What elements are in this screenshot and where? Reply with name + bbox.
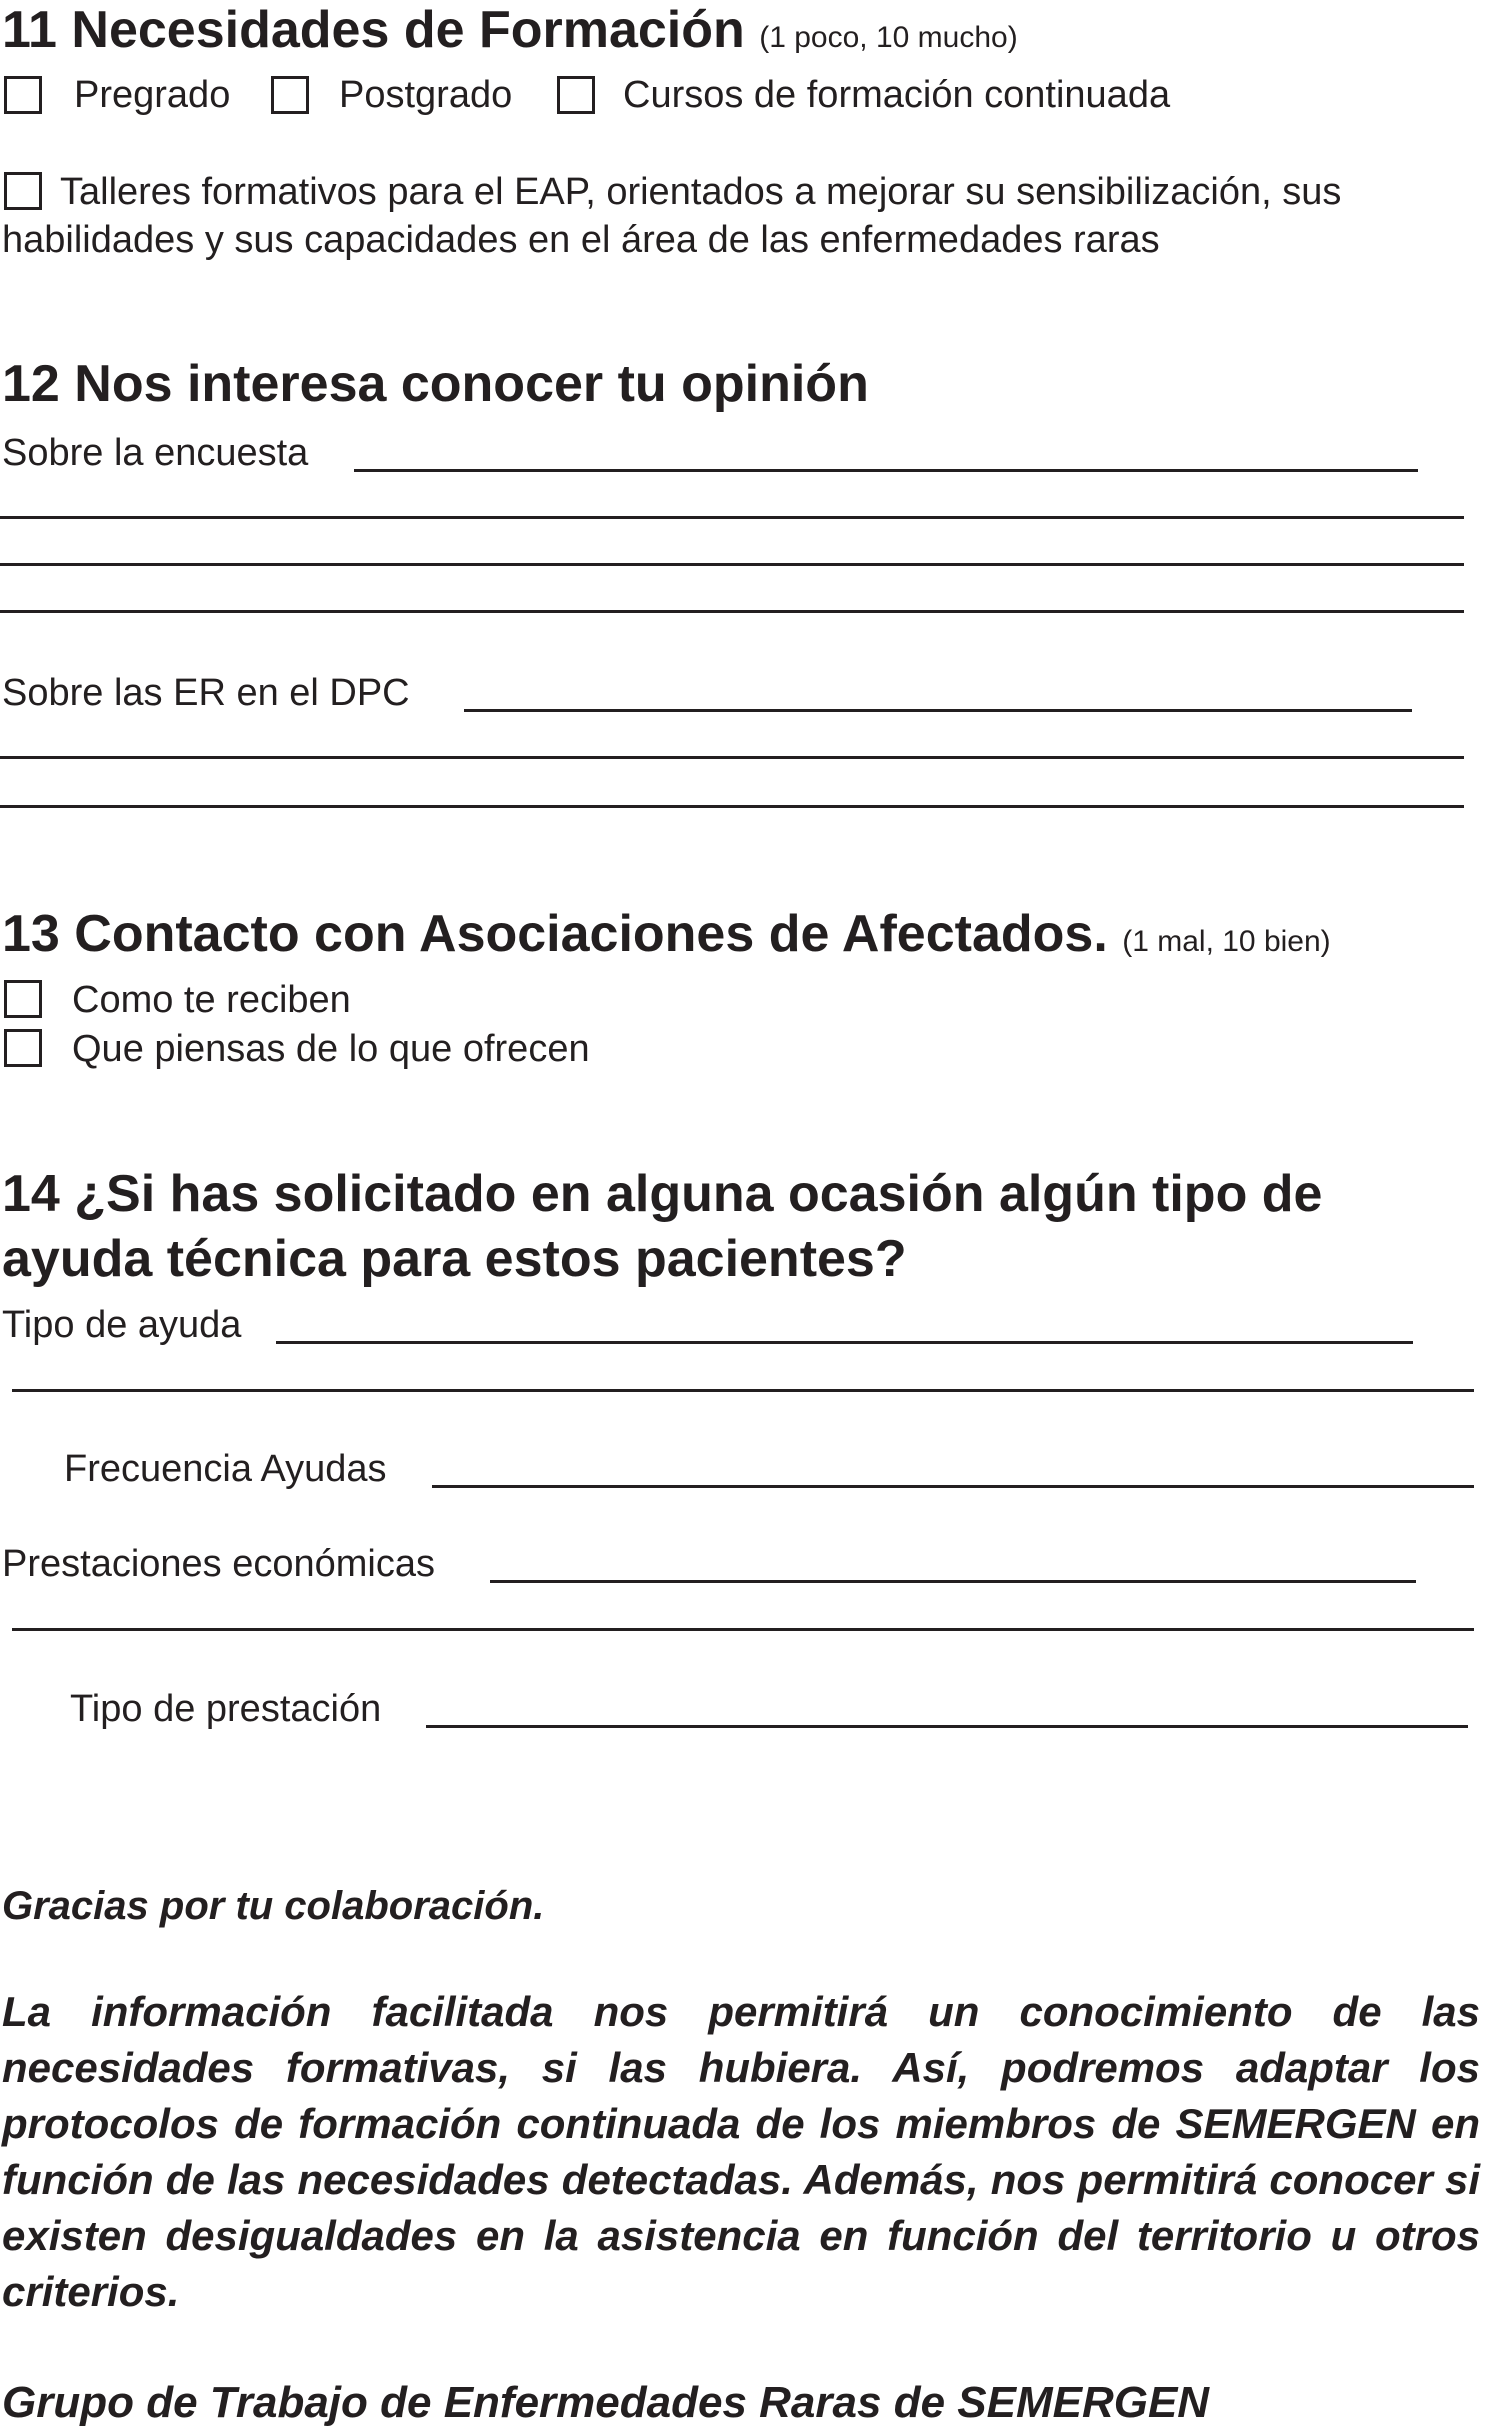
- workshop-text-line2: habilidades y sus capacidades en el área de las enfermedades raras: [2, 219, 1160, 261]
- dpc-label: Sobre las ER en el DPC: [2, 672, 410, 714]
- checkbox-como-te-reciben[interactable]: [4, 980, 42, 1018]
- section-11-scale-note: (1 poco, 10 mucho): [759, 21, 1018, 54]
- aid-frequency-input[interactable]: [432, 1448, 1474, 1488]
- economic-input-1[interactable]: [490, 1543, 1416, 1583]
- section-14-title-line2: ayuda técnica para estos pacientes?: [2, 1230, 907, 1288]
- option-label-cursos: Cursos de formación continuada: [623, 74, 1171, 116]
- aid-type-input-1[interactable]: [276, 1304, 1413, 1344]
- aid-frequency-label: Frecuencia Ayudas: [64, 1448, 387, 1490]
- section-14-title-line1: 14 ¿Si has solicitado en alguna ocasión algún tipo de: [2, 1165, 1323, 1223]
- aid-type-input-2[interactable]: [12, 1352, 1474, 1392]
- workshop-text-line1: Talleres formativos para el EAP, orientados a mejorar su sensibilización, sus: [60, 171, 1342, 213]
- benefit-type-input[interactable]: [426, 1688, 1468, 1728]
- survey-input-4[interactable]: [0, 573, 1464, 613]
- checkbox-postgrado[interactable]: [271, 76, 309, 114]
- section-11-title: [2, 1, 1018, 59]
- checkbox-que-piensas[interactable]: [4, 1029, 42, 1067]
- section-12-title: 12 Nos interesa conocer tu opinión: [2, 355, 869, 413]
- checkbox-pregrado[interactable]: [4, 76, 42, 114]
- section-13-scale-note: (1 mal, 10 bien): [1122, 925, 1331, 958]
- economic-label: Prestaciones económicas: [2, 1543, 435, 1585]
- economic-input-2[interactable]: [12, 1591, 1474, 1631]
- aid-type-label: Tipo de ayuda: [2, 1304, 242, 1346]
- survey-input-3[interactable]: [0, 526, 1464, 566]
- section-13-title: [2, 905, 1331, 963]
- dpc-input-2[interactable]: [0, 719, 1464, 759]
- dpc-input-3[interactable]: [0, 768, 1464, 808]
- checkbox-talleres[interactable]: [4, 172, 42, 210]
- item-label-que-piensas: Que piensas de lo que ofrecen: [72, 1028, 590, 1070]
- checkbox-cursos[interactable]: [557, 76, 595, 114]
- section-13-title-text: 13 Contacto con Asociaciones de Afectados.: [2, 905, 1108, 963]
- option-label-postgrado: Postgrado: [339, 74, 513, 116]
- benefit-type-label: Tipo de prestación: [70, 1688, 382, 1730]
- section-11-title-text: 11 Necesidades de Formación: [2, 1, 745, 59]
- signature-text: Grupo de Trabajo de Enfermedades Raras de SEMERGEN: [2, 2378, 1210, 2427]
- survey-input-1[interactable]: [354, 432, 1418, 472]
- closing-paragraph: La información facilitada nos permitirá un conocimiento de las necesidades formativas, si las hubiera. Así, podremos adaptar los protocolos de formación continuada de los miembros de SEMERGEN en función de las necesidades detectadas. Además, nos permitirá conocer si existen desigualdades en la asistencia en función del territorio u otros criterios.: [2, 1988, 1480, 2315]
- item-label-como-te-reciben: Como te reciben: [72, 979, 351, 1021]
- thanks-text: Gracias por tu colaboración.: [2, 1884, 545, 1928]
- dpc-input-1[interactable]: [464, 672, 1412, 712]
- option-label-pregrado: Pregrado: [74, 74, 231, 116]
- survey-label: Sobre la encuesta: [2, 432, 309, 474]
- survey-input-2[interactable]: [0, 479, 1464, 519]
